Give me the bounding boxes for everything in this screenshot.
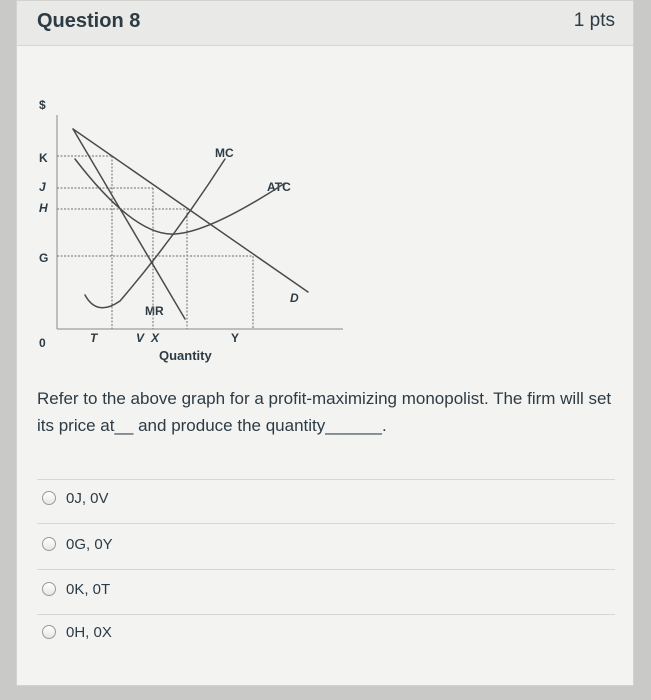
curve-label-atc: ATC	[267, 180, 291, 194]
dollar-label: $	[39, 98, 46, 112]
answer-option-label: 0G, 0Y	[66, 535, 113, 553]
radio-button-1[interactable]	[42, 491, 56, 505]
y-label-h: H	[39, 201, 48, 215]
answer-option-label: 0K, 0T	[66, 580, 111, 598]
divider-1	[37, 523, 615, 524]
x-label-t: T	[90, 331, 98, 345]
question-title: Question 8	[37, 10, 141, 32]
y-label-k: K	[39, 151, 48, 165]
answer-option-1[interactable]	[42, 486, 109, 510]
x-label-v: V	[136, 331, 145, 345]
answer-option-label: 0H, 0X	[66, 623, 112, 641]
origin-label: 0	[39, 336, 46, 350]
atc-curve	[75, 159, 285, 234]
curve-label-d: D	[290, 291, 299, 305]
x-label-y: Y	[231, 331, 240, 345]
curve-label-mr: MR	[145, 304, 164, 318]
question-points: 1 pts	[573, 10, 615, 31]
question-header	[17, 1, 633, 46]
y-label-j: J	[39, 180, 46, 194]
x-axis-title: Quantity	[159, 348, 212, 363]
divider-2	[37, 569, 615, 570]
radio-button-3[interactable]	[42, 582, 56, 596]
question-card	[16, 0, 634, 686]
answer-option-3[interactable]	[42, 577, 110, 601]
curve-label-mc: MC	[215, 146, 234, 160]
answer-option-label: 0J, 0V	[66, 489, 109, 507]
mc-curve	[85, 159, 225, 308]
radio-button-2[interactable]	[42, 537, 56, 551]
question-text: Refer to the above graph for a profit-maximizing monopolist. The firm will set its price at__ and produce the quantity______.	[37, 389, 612, 435]
divider-3	[37, 614, 615, 615]
x-label-x: X	[151, 331, 160, 345]
answer-option-2[interactable]	[42, 532, 113, 556]
y-label-g: G	[39, 251, 49, 265]
answer-option-4[interactable]	[42, 620, 112, 644]
monopoly-graph	[35, 87, 345, 372]
divider-top	[37, 479, 615, 480]
radio-button-4[interactable]	[42, 625, 56, 639]
